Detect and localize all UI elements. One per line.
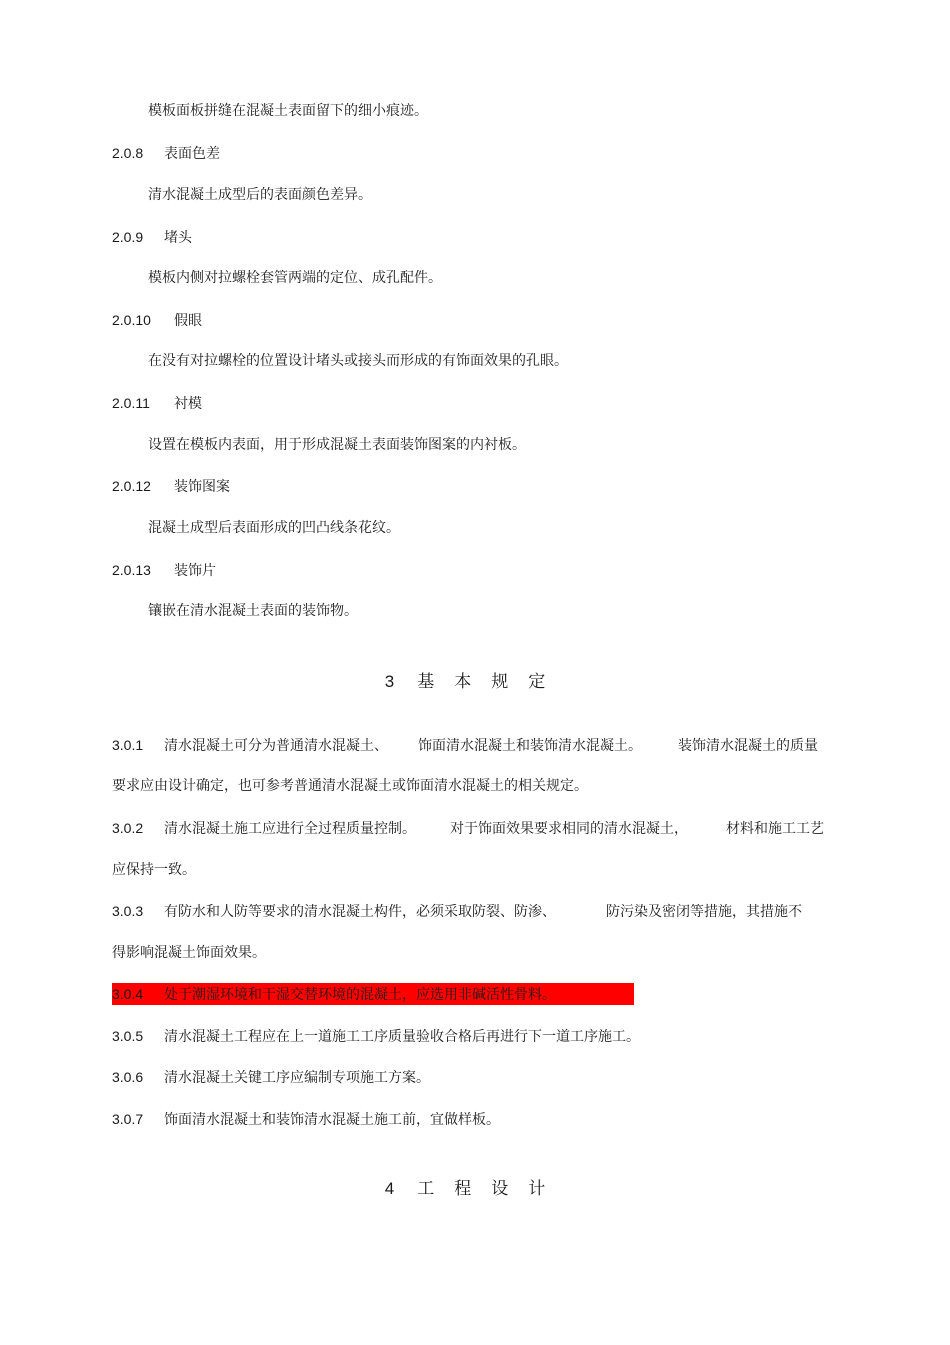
term-title: 装饰图案 [174,479,230,495]
clause-number: 3.0.4 [112,986,144,1002]
term-heading [112,476,230,497]
clause-line [112,735,818,756]
definition-text: 在没有对拉螺栓的位置设计堵头或接头而形成的有饰面效果的孔眼。 [148,353,568,369]
section-number: 4 [384,1179,396,1198]
clause-text: 饰面清水混凝土和装饰清水混凝土施工前，宜做样板。 [164,1112,500,1128]
clause-number: 3.0.5 [112,1028,144,1044]
clause-text: 清水混凝土施工应进行全过程质量控制。 [164,821,416,837]
clause-number: 3.0.3 [112,903,144,919]
clause-line [112,984,556,1005]
clause-text: 清水混凝土可分为普通清水混凝土、 [164,738,388,754]
section-number: 3 [384,672,396,691]
section-heading [0,1174,950,1199]
clause-text: 应保持一致。 [112,862,196,878]
definition-text: 模板面板拼缝在混凝土表面留下的细小痕迹。 [148,103,428,119]
term-number: 2.0.13 [112,562,151,578]
clause-text: 得影响混凝土饰面效果。 [112,945,266,961]
definition-text: 清水混凝土成型后的表面颜色差异。 [148,187,372,203]
section-title: 基本规定 [417,672,566,692]
clause-line [112,1109,500,1130]
term-title: 假眼 [174,313,202,329]
term-heading [112,310,202,331]
term-number: 2.0.9 [112,229,144,245]
definition-text: 镶嵌在清水混凝土表面的装饰物。 [148,603,358,619]
clause-line [112,901,802,922]
clause-text: 清水混凝土关键工序应编制专项施工方案。 [164,1070,430,1086]
clause-text: 清水混凝土工程应在上一道施工工序质量验收合格后再进行下一道工序施工。 [164,1029,640,1045]
clause-text: 饰面清水混凝土和装饰清水混凝土。 [418,738,642,754]
term-title: 表面色差 [164,146,220,162]
clause-line [112,818,824,839]
term-heading [112,560,216,581]
clause-number: 3.0.7 [112,1111,144,1127]
clause-text: 装饰清水混凝土的质量 [678,738,818,754]
clause-text: 对于饰面效果要求相同的清水混凝土， [450,821,688,837]
clause-line [112,1067,430,1088]
term-heading [112,143,220,164]
section-title: 工程设计 [417,1179,566,1199]
clause-line [112,1026,640,1047]
clause-text: 有防水和人防等要求的清水混凝土构件，必须采取防裂、防渗、 [164,904,556,920]
term-number: 2.0.12 [112,478,151,494]
term-heading [112,227,192,248]
definition-text: 混凝土成型后表面形成的凹凸线条花纹。 [148,520,400,536]
clause-number: 3.0.6 [112,1069,144,1085]
term-title: 装饰片 [174,563,216,579]
term-number: 2.0.11 [112,395,150,411]
clause-text: 处于潮湿环境和干湿交替环境的混凝土，应选用非碱活性骨料。 [164,987,556,1003]
term-number: 2.0.10 [112,312,151,328]
clause-text: 防污染及密闭等措施，其措施不 [606,904,802,920]
term-title: 衬模 [174,396,202,412]
section-heading [0,667,950,692]
clause-number: 3.0.1 [112,737,144,753]
definition-text: 模板内侧对拉螺栓套管两端的定位、成孔配件。 [148,270,442,286]
term-number: 2.0.8 [112,145,144,161]
clause-text: 材料和施工工艺 [726,821,824,837]
term-heading [112,393,202,414]
clause-number: 3.0.2 [112,820,144,836]
definition-text: 设置在模板内表面，用于形成混凝土表面装饰图案的内衬板。 [148,437,526,453]
term-title: 堵头 [164,230,192,246]
clause-text: 要求应由设计确定，也可参考普通清水混凝土或饰面清水混凝土的相关规定。 [112,778,588,794]
